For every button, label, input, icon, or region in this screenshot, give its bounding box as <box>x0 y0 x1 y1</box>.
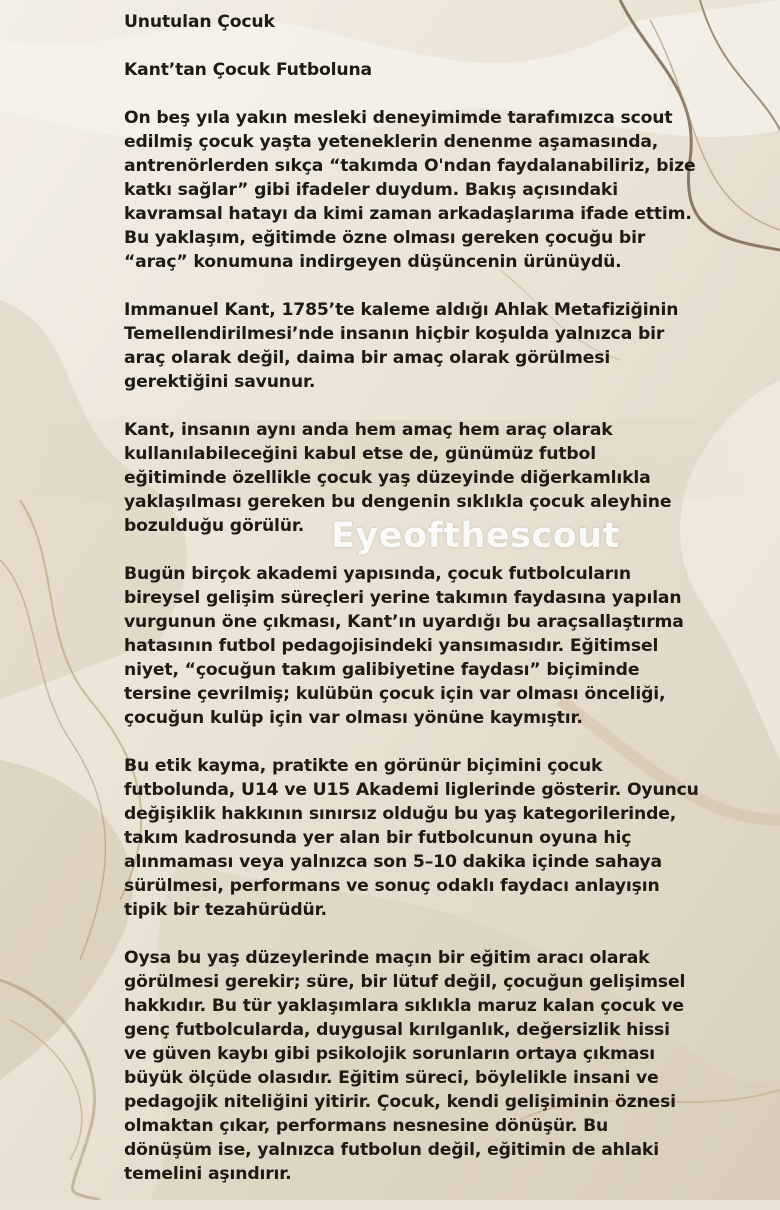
text-line: tipik bir tezahürüdür. <box>124 900 327 920</box>
text-line: Oysa bu yaş düzeylerinde maçın bir eğitim aracı olarak <box>124 948 650 968</box>
text-line: yaklaşılması gereken bu dengenin sıklıkla çocuk aleyhine <box>124 492 672 512</box>
text-line: futbolunda, U14 ve U15 Akademi liglerinde gösterir. Oyuncu <box>124 780 699 800</box>
watermark: Eyeofthescout <box>331 516 620 556</box>
text-line: “araç” konumuna indirgeyen düşüncenin ürünüydü. <box>124 252 622 272</box>
text-line: sürülmesi, performans ve sonuç odaklı faydacı anlayışın <box>124 876 660 896</box>
text-line: olmaktan çıkar, performans nesnesine dönüşür. Bu <box>124 1116 609 1136</box>
text-line: Bugün birçok akademi yapısında, çocuk futbolcuların <box>124 564 631 584</box>
text-line: takım kadrosunda yer alan bir futbolcunun oyuna hiç <box>124 828 632 848</box>
paragraph-2 <box>124 298 704 394</box>
text-line: araç olarak değil, daima bir amaç olarak görülmesi <box>124 348 611 368</box>
text-line: On beş yıla yakın mesleki deneyimimde tarafımızca scout <box>124 108 673 128</box>
text-line: antrenörlerden sıkça “takımda O'ndan faydalanabiliriz, bize <box>124 156 696 176</box>
paragraph-1 <box>124 106 704 274</box>
text-line: bozulduğu görülür. <box>124 516 305 536</box>
paragraph-4 <box>124 562 704 730</box>
text-line: büyük ölçüde olasıdır. Eğitim süreci, böylelikle insani ve <box>124 1068 659 1088</box>
text-line: genç futbolcularda, duygusal kırılganlık, değersizlik hissi <box>124 1020 670 1040</box>
text-line: Temellendirilmesi’nde insanın hiçbir koşulda yalnızca bir <box>124 324 665 344</box>
text-line: gerektiğini savunur. <box>124 372 316 392</box>
paragraph-6 <box>124 946 704 1186</box>
text-line: hatasının futbol pedagojisindeki yansımasıdır. Eğitimsel <box>124 636 659 656</box>
text-line: bireysel gelişim süreçleri yerine takımın faydasına yapılan <box>124 588 682 608</box>
text-line: çocuğun kulüp için var olması yönüne kaymıştır. <box>124 708 583 728</box>
text-line: tersine çevrilmiş; kulübün çocuk için var olması önceliği, <box>124 684 666 704</box>
text-line: Immanuel Kant, 1785’te kaleme aldığı Ahlak Metafiziğinin <box>124 300 679 320</box>
text-line: katkı sağlar” gibi ifadeler duydum. Bakış açısındaki <box>124 180 618 200</box>
text-line: vurgunun öne çıkması, Kant’ın uyardığı bu araçsallaştırma <box>124 612 684 632</box>
article-title: Unutulan Çocuk <box>124 12 275 32</box>
paragraph-5 <box>124 754 704 922</box>
article-subtitle: Kant’tan Çocuk Futboluna <box>124 60 373 80</box>
article <box>124 10 704 1210</box>
text-line: dönüşüm ise, yalnızca futbolun değil, eğitimin de ahlaki <box>124 1140 659 1160</box>
text-line: Kant, insanın aynı anda hem amaç hem araç olarak <box>124 420 613 440</box>
text-line: pedagojik niteliğini yitirir. Çocuk, kendi gelişiminin öznesi <box>124 1092 676 1112</box>
text-line: temelini aşındırır. <box>124 1164 292 1184</box>
text-line: Bu yaklaşım, eğitimde özne olması gereken çocuğu bir <box>124 228 646 248</box>
text-line: niyet, “çocuğun takım galibiyetine faydası” biçiminde <box>124 660 640 680</box>
text-line: eğitiminde özellikle çocuk yaş düzeyinde diğerkamlıkla <box>124 468 651 488</box>
text-line: hakkıdır. Bu tür yaklaşımlara sıklıkla maruz kalan çocuk ve <box>124 996 684 1016</box>
text-line: değişiklik hakkının sınırsız olduğu bu yaş kategorilerinde, <box>124 804 677 824</box>
text-line: ve güven kaybı gibi psikolojik sorunların ortaya çıkması <box>124 1044 655 1064</box>
text-line: alınmaması veya yalnızca son 5–10 dakika içinde sahaya <box>124 852 662 872</box>
text-line: Bu etik kayma, pratikte en görünür biçimini çocuk <box>124 756 603 776</box>
text-line: edilmiş çocuk yaşta yeteneklerin denenme aşamasında, <box>124 132 659 152</box>
text-line: kavramsal hatayı da kimi zaman arkadaşlarıma ifade ettim. <box>124 204 692 224</box>
text-line: kullanılabileceğini kabul etse de, günümüz futbol <box>124 444 596 464</box>
text-line: görülmesi gerekir; süre, bir lütuf değil, çocuğun gelişimsel <box>124 972 686 992</box>
